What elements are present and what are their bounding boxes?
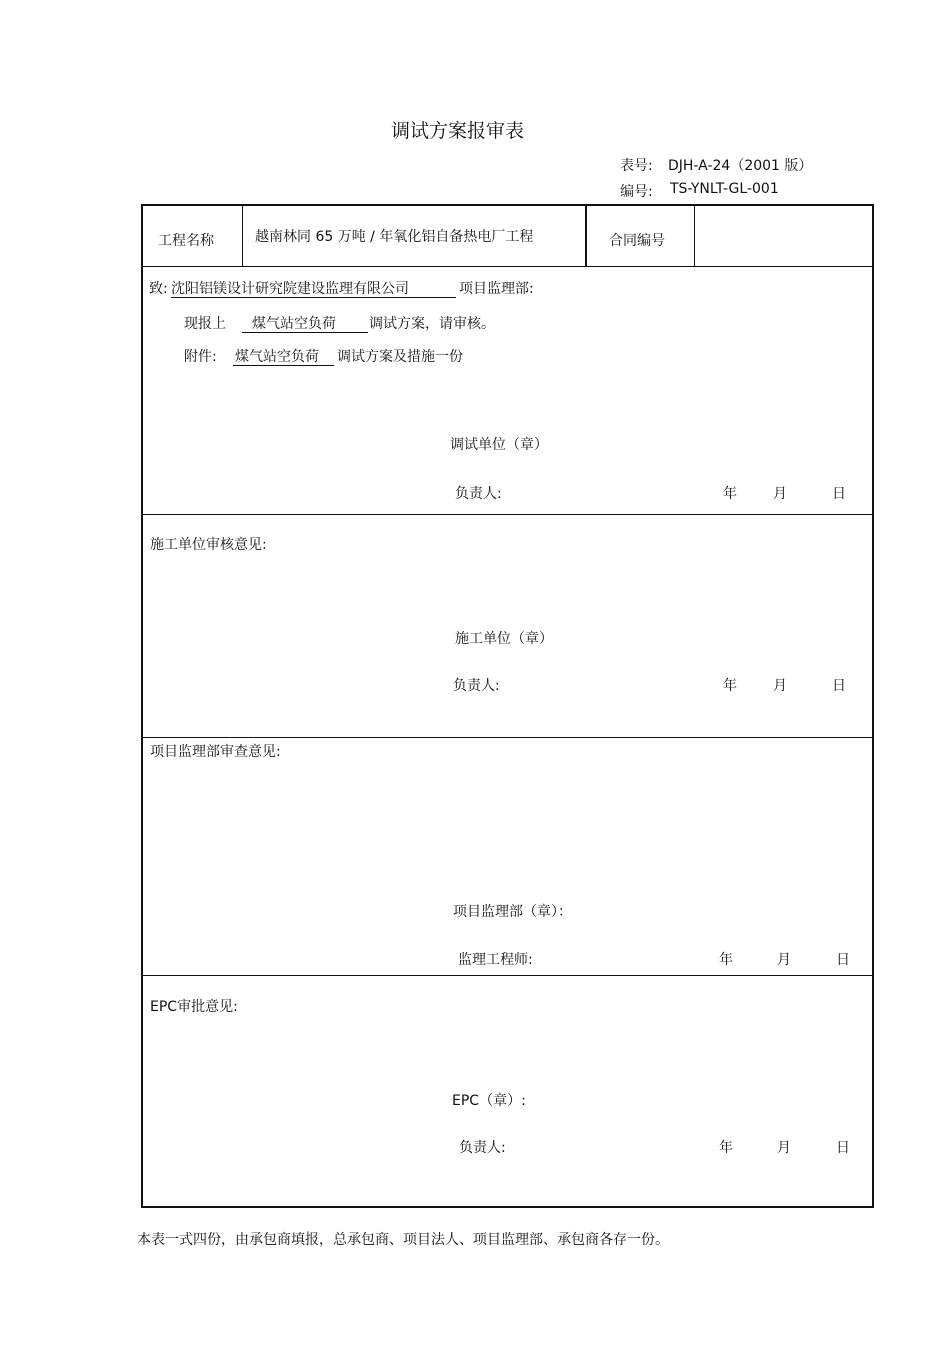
code-label: 编号: xyxy=(620,184,653,200)
attach-item: 煤气站空负荷 xyxy=(235,349,319,365)
person-label: 负责人: xyxy=(459,1140,506,1156)
row-divider xyxy=(141,975,874,976)
construction-unit-seal-label: 施工单位（章） xyxy=(455,631,553,647)
form-no-value: DJH-A-24（2001 版） xyxy=(668,158,813,174)
year-label: 年 xyxy=(723,486,737,502)
footer-note: 本表一式四份，由承包商填报，总承包商、项目法人、项目监理部、承包商各存一份。 xyxy=(137,1232,669,1248)
form-title: 调试方案报审表 xyxy=(391,120,525,142)
year-label: 年 xyxy=(723,678,737,694)
row-divider xyxy=(141,514,874,515)
day-label: 日 xyxy=(832,486,846,502)
report-prefix: 现报上 xyxy=(184,316,226,332)
day-label: 日 xyxy=(836,1140,850,1156)
project-name-label: 工程名称 xyxy=(158,233,214,249)
to-suffix: 项目监理部: xyxy=(459,281,534,297)
project-name-value: 越南林同 65 万吨 / 年氧化铝自备热电厂工程 xyxy=(255,229,534,245)
section-heading: EPC审批意见: xyxy=(150,999,238,1015)
day-label: 日 xyxy=(832,678,846,694)
col-divider xyxy=(694,206,695,266)
attach-suffix: 调试方案及措施一份 xyxy=(337,349,463,365)
year-label: 年 xyxy=(719,952,733,968)
year-label: 年 xyxy=(719,1140,733,1156)
row-divider xyxy=(141,737,874,738)
to-prefix: 致: xyxy=(149,281,168,297)
supervision-seal-label: 项目监理部（章）： xyxy=(453,904,572,920)
col-divider xyxy=(242,206,243,266)
person-label: 负责人: xyxy=(453,678,500,694)
form-no-label: 表号: xyxy=(620,158,653,174)
report-item-underline xyxy=(242,332,368,333)
engineer-label: 监理工程师: xyxy=(458,952,533,968)
code-value: TS-YNLT-GL-001 xyxy=(670,181,779,197)
attach-prefix: 附件: xyxy=(184,349,217,365)
section-heading: 项目监理部审查意见: xyxy=(150,744,281,760)
attach-item-underline xyxy=(233,365,334,366)
report-item: 煤气站空负荷 xyxy=(252,316,336,332)
epc-seal-label: EPC（章）: xyxy=(452,1093,526,1109)
row-divider xyxy=(141,266,874,267)
debug-unit-seal-label: 调试单位（章） xyxy=(450,437,548,453)
contract-no-label: 合同编号 xyxy=(609,233,665,249)
col-divider xyxy=(585,206,587,266)
report-suffix: 调试方案，请审核。 xyxy=(369,316,495,332)
month-label: 月 xyxy=(777,1140,791,1156)
to-org: 沈阳铝镁设计研究院建设监理有限公司 xyxy=(171,281,409,297)
month-label: 月 xyxy=(773,486,787,502)
section-heading: 施工单位审核意见: xyxy=(150,537,267,553)
month-label: 月 xyxy=(773,678,787,694)
day-label: 日 xyxy=(836,952,850,968)
to-org-underline xyxy=(171,297,456,298)
person-label: 负责人: xyxy=(455,486,502,502)
month-label: 月 xyxy=(777,952,791,968)
